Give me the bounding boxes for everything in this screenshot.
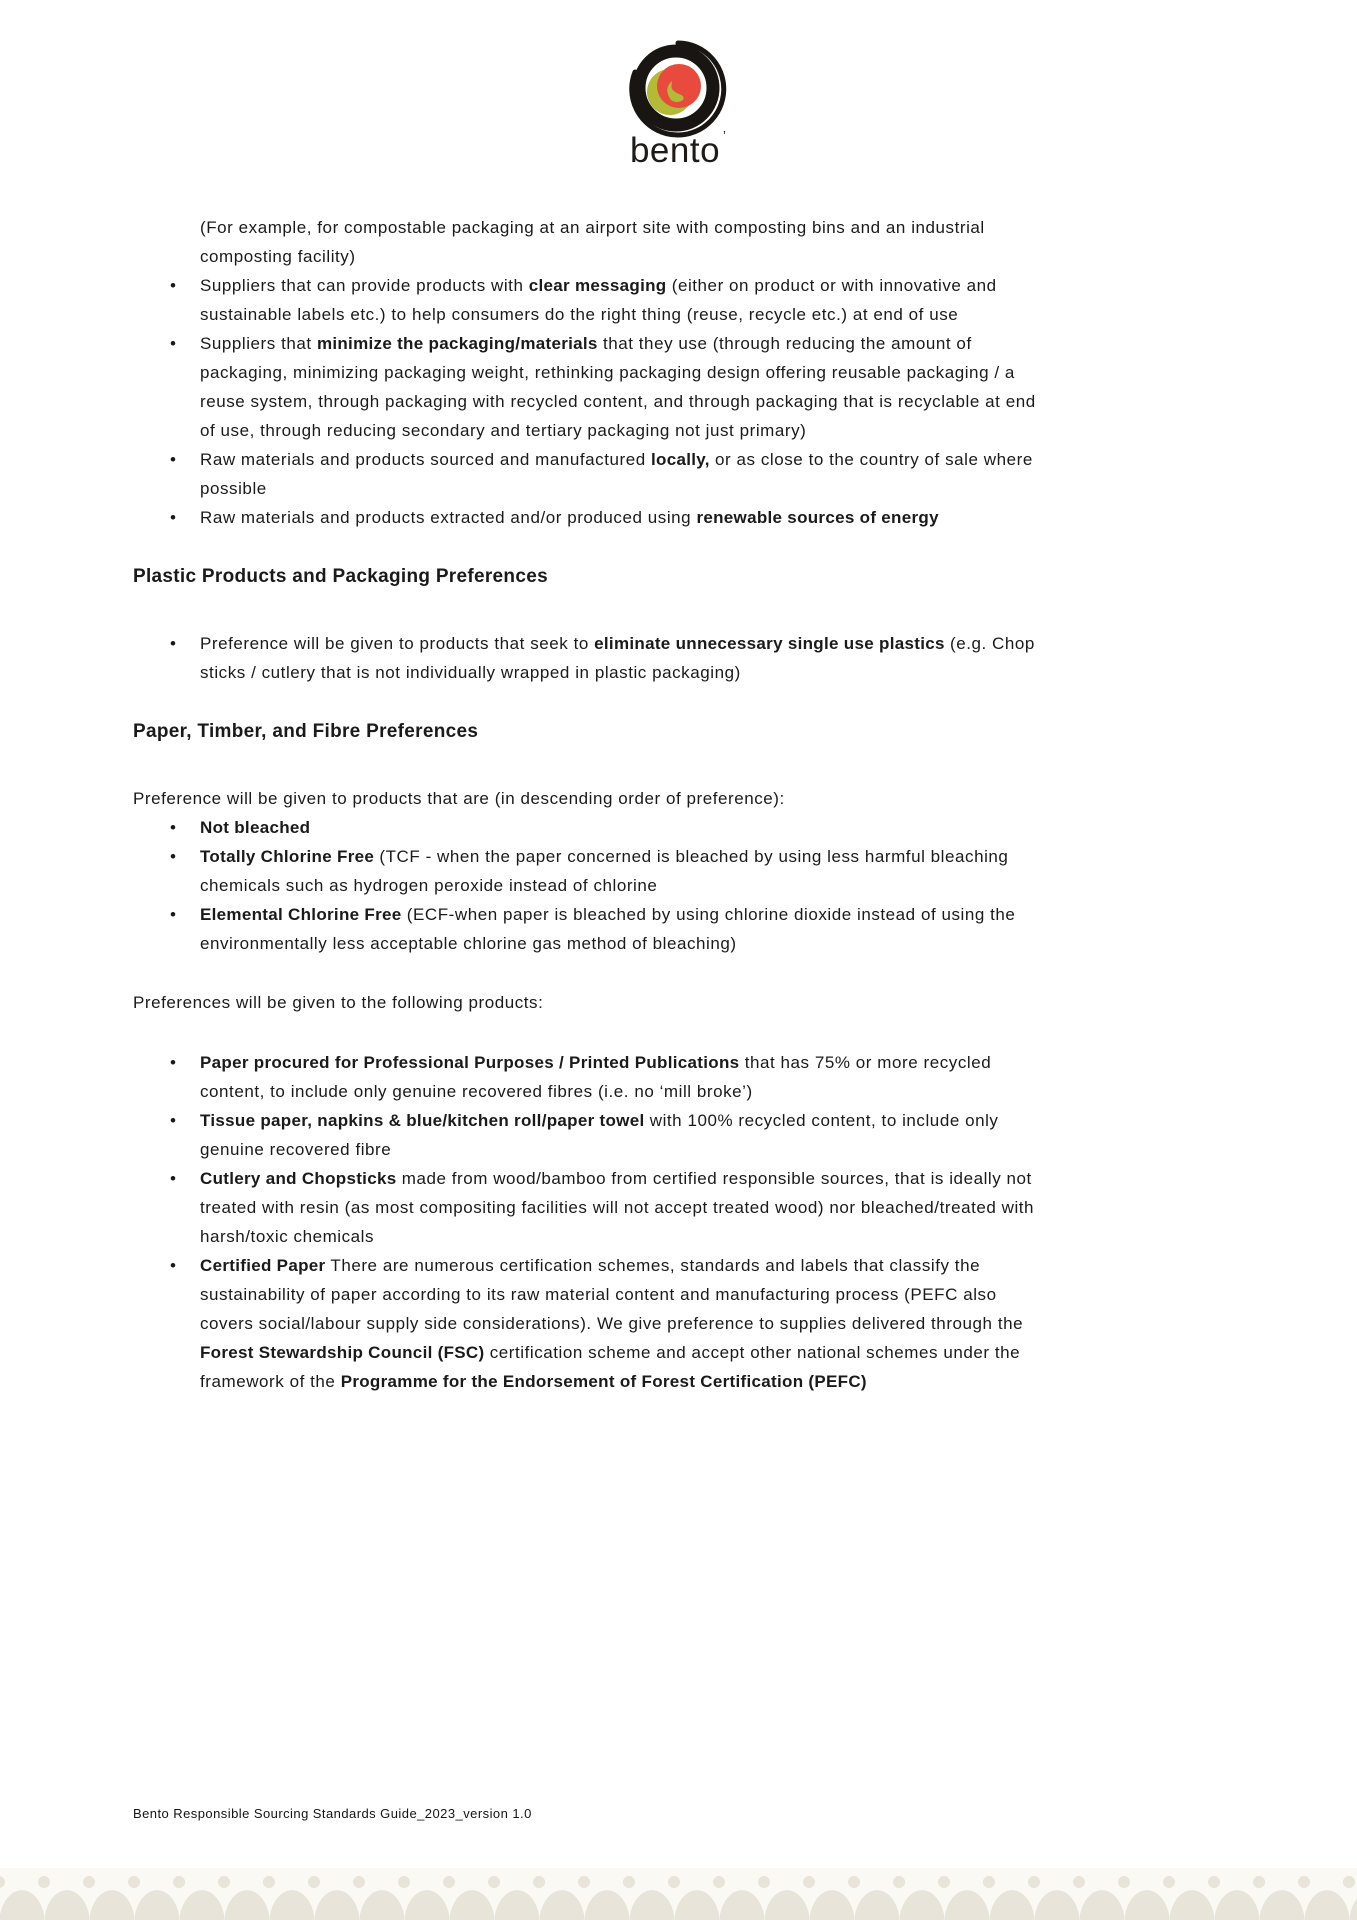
- text-run: or as close to the country of sale where possible: [200, 450, 1033, 498]
- text-run: (TCF - when the paper concerned is bleached by using less harmful bleaching chemicals such as hydrogen peroxide instead of chlorine: [200, 847, 1009, 895]
- bullet-marker: [170, 1048, 200, 1106]
- bento-logo: [603, 36, 753, 172]
- text-run: Preferences will be given to the following products:: [133, 993, 544, 1012]
- bullet-text: [200, 1048, 1055, 1106]
- text-run: renewable sources of energy: [696, 508, 939, 527]
- bullet-item: [133, 445, 1055, 503]
- bullet-text: [200, 1251, 1055, 1396]
- logo-leaf-dot: [672, 83, 681, 92]
- logo-trademark: ’: [723, 128, 726, 143]
- bullet-marker: [170, 329, 200, 445]
- bullet-text: [200, 900, 1055, 958]
- text-run: There are numerous certification schemes, standards and labels that classify the sustainability of paper according to its raw material content and manufacturing process (PEFC also covers social/labour supply side considerations). We give preference to supplies delivered through the: [200, 1256, 1024, 1333]
- document-body: [133, 213, 1055, 1396]
- text-run: minimize the packaging/materials: [316, 334, 598, 353]
- text-run: Paper procured for Professional Purposes / Printed Publications: [200, 1053, 740, 1072]
- text-run: that they use (through reducing the amount of packaging, minimizing packaging weight, rethinking packaging design offering reusable packaging / a reuse system, through packaging with recycled content, and through packaging that is recyclable at end of use, through reducing secondary and tertiary packaging not just primary): [200, 334, 1036, 440]
- bullet-marker: [170, 1251, 200, 1396]
- text-run: Forest Stewardship Council (FSC): [200, 1343, 485, 1362]
- bullet-marker: [170, 842, 200, 900]
- text-run: (either on product or with innovative and sustainable labels etc.) to help consumers do the right thing (reuse, recycle etc.) at end of use: [200, 276, 997, 324]
- text-run: Tissue paper, napkins & blue/kitchen roll/paper towel: [200, 1111, 645, 1130]
- text-run: Not bleached: [200, 818, 311, 837]
- text-run: that has 75% or more recycled content, to include only genuine recovered fibres (i.e. no ‘mill broke’): [200, 1053, 992, 1101]
- text-run: Totally Chlorine Free: [200, 847, 375, 866]
- bullet-item: [133, 1251, 1055, 1396]
- text-run: Raw materials and products extracted and/or produced using: [200, 508, 697, 527]
- paragraph: [133, 988, 1055, 1017]
- bullet-item: [133, 629, 1055, 687]
- logo-wordmark: bento: [629, 131, 721, 170]
- text-run: with 100% recycled content, to include only genuine recovered fibre: [200, 1111, 999, 1159]
- text-run: Programme for the Endorsement of Forest Certification (PEFC): [340, 1372, 867, 1391]
- bullet-marker: [170, 813, 200, 842]
- text-run: Certified Paper: [200, 1256, 326, 1275]
- text-run: (ECF-when paper is bleached by using chlorine dioxide instead of using the environmentally less acceptable chlorine gas method of bleaching): [200, 905, 1016, 953]
- bullet-text: [200, 813, 1055, 842]
- bullet-item: [133, 1048, 1055, 1106]
- bullet-text: [200, 503, 1055, 532]
- bullet-item: [133, 1164, 1055, 1251]
- bullet-marker: [170, 445, 200, 503]
- text-run: Suppliers that: [200, 334, 317, 353]
- bullet-item: [133, 329, 1055, 445]
- text-run: clear messaging: [528, 276, 667, 295]
- text-run: Raw materials and products sourced and manufactured: [200, 450, 651, 469]
- footer-text: Bento Responsible Sourcing Standards Guide_2023_version 1.0: [133, 1806, 532, 1821]
- text-run: certification scheme and accept other national schemes under the framework of the: [200, 1343, 1021, 1391]
- bullet-marker: [170, 629, 200, 687]
- bullet-text: [200, 445, 1055, 503]
- bullet-item: [133, 1106, 1055, 1164]
- bullet-marker: [170, 1164, 200, 1251]
- paragraph: [133, 784, 1055, 813]
- text-run: made from wood/bamboo from certified responsible sources, that is ideally not treated with resin (as most compositing facilities will not accept treated wood) nor bleached/treated with harsh/toxic chemicals: [200, 1169, 1035, 1246]
- bullet-text: [200, 1106, 1055, 1164]
- bullet-item: [133, 503, 1055, 532]
- text-run: Suppliers that can provide products with: [200, 276, 529, 295]
- bullet-text: [200, 329, 1055, 445]
- text-run: (For example, for compostable packaging at an airport site with composting bins and an industrial composting facility): [200, 218, 985, 266]
- bullet-marker: [170, 900, 200, 958]
- text-run: Preference will be given to products that seek to: [200, 634, 595, 653]
- bullet-item: [133, 842, 1055, 900]
- bullet-marker: [170, 503, 200, 532]
- bento-logo-icon: [603, 36, 753, 172]
- bullet-text: [200, 842, 1055, 900]
- continuation: [133, 213, 1055, 271]
- text-run: Cutlery and Chopsticks: [200, 1169, 397, 1188]
- text-run: (e.g. Chop sticks / cutlery that is not individually wrapped in plastic packaging): [200, 634, 1035, 682]
- bullet-item: [133, 271, 1055, 329]
- bullet-marker: [170, 1106, 200, 1164]
- heading: [133, 562, 1055, 591]
- text-run: Elemental Chlorine Free: [200, 905, 402, 924]
- text-run: eliminate unnecessary single use plastics: [594, 634, 945, 653]
- text-run: Preference will be given to products that are (in descending order of preference):: [133, 789, 785, 808]
- decorative-scallop-border: [0, 1868, 1357, 1920]
- bullet-marker: [170, 271, 200, 329]
- bullet-item: [133, 900, 1055, 958]
- heading: [133, 717, 1055, 746]
- bullet-text: [200, 1164, 1055, 1251]
- bullet-item: [133, 813, 1055, 842]
- text-run: Plastic Products and Packaging Preferences: [133, 566, 548, 587]
- text-run: locally,: [651, 450, 710, 469]
- text-run: Paper, Timber, and Fibre Preferences: [133, 721, 479, 742]
- bullet-text: [200, 629, 1055, 687]
- bullet-text: [200, 271, 1055, 329]
